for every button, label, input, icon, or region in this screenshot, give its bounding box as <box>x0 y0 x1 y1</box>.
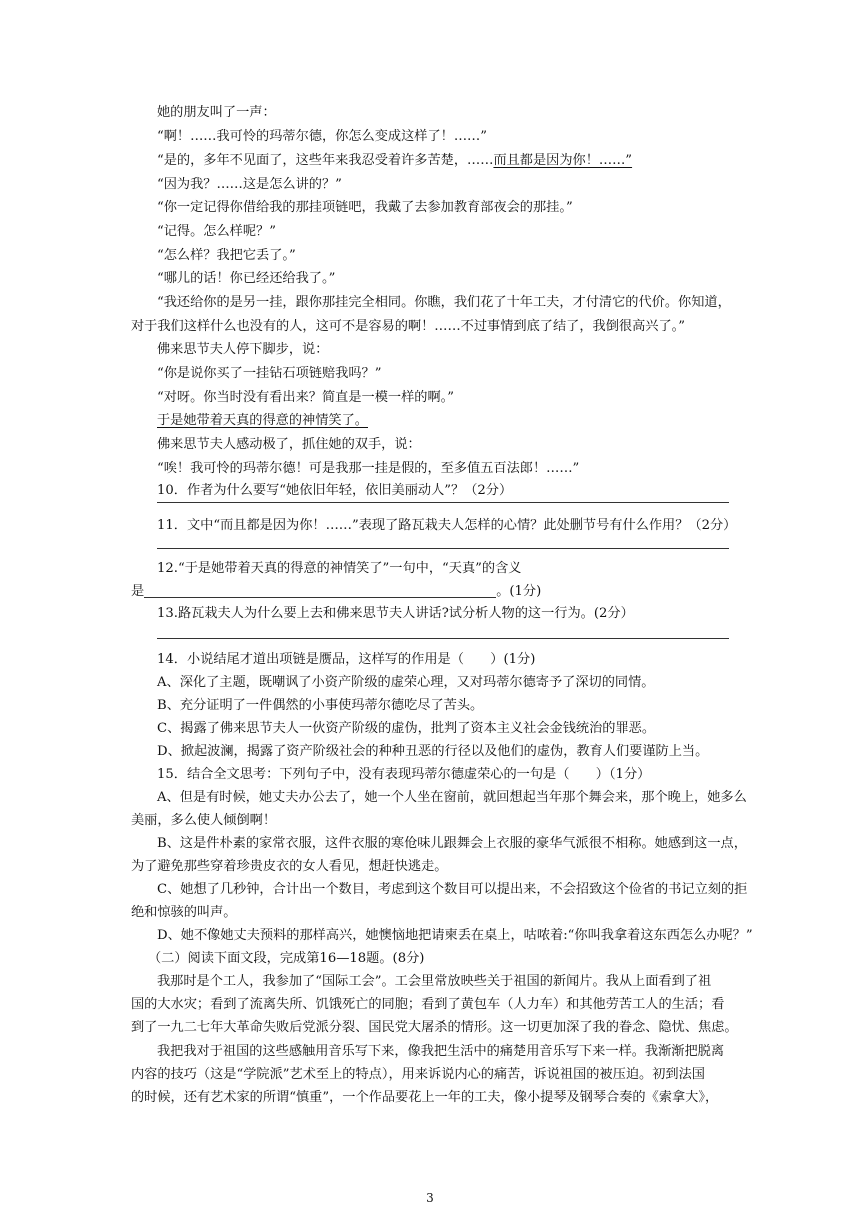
story-line: “你是说你买了一挂钻石项链赔我吗？” <box>157 366 382 381</box>
underlined-sentence: 于是她带着天真的得意的神情笑了。 <box>157 413 368 428</box>
answer-line-10[interactable] <box>157 502 729 503</box>
story-line: “你一定记得你借给我的那挂项链吧，我戴了去参加教育部夜会的那挂。” <box>157 200 573 215</box>
section-heading: （二）阅读下面文段，完成第16—18题。(8分) <box>148 951 425 966</box>
question-15: 15．结合全文思考：下列句子中，没有表现玛蒂尔德虚荣心的一句是（ ）（1分） <box>157 767 651 782</box>
answer-blank-12[interactable] <box>144 585 496 598</box>
passage-line: 的时候，还有艺术家的所谓“慎重”，一个作品要花上一年的工夫，像小提琴及钢琴合奏的《索拿大》， <box>131 1090 719 1105</box>
option-b: B、充分证明了一件偶然的小事使玛蒂尔德吃尽了苦头。 <box>157 698 484 713</box>
question-11: 11．文中“而且都是因为你！……”表现了路瓦栽夫人怎样的心情？此处删节号有什么作用？（2分） <box>157 518 737 533</box>
option-a: A、但是有时候，她丈夫办公去了，她一个人坐在窗前，就回想起当年那个舞会来，那个晚上，她多么 <box>157 790 747 805</box>
story-line: 她的朋友叫了一声： <box>157 105 276 120</box>
option-c: C、她想了几秒钟，合计出一个数目，考虑到这个数目可以提出来，不会招致这个俭省的书记立刻的拒 <box>157 882 748 897</box>
story-line: “怎么样？我把它丢了。” <box>157 248 296 263</box>
option-a-cont: 美丽，多么使人倾倒啊！ <box>131 813 277 828</box>
page-number: 3 <box>426 1191 434 1205</box>
question-10: 10．作者为什么要写“她依旧年轻，依旧美丽动人”？（2分） <box>157 483 513 498</box>
option-a: A、深化了主题，既嘲讽了小资产阶级的虚荣心理，又对玛蒂尔德寄予了深切的同情。 <box>157 675 655 690</box>
question-14: 14．小说结尾才道出项链是赝品，这样写的作用是（ ）(1分) <box>157 652 536 667</box>
question-12-answer: 是 。(1分) <box>131 584 542 599</box>
question-13: 13.路瓦栽夫人为什么要上去和佛来思节夫人讲话?试分析人物的这一行为。(2分） <box>157 606 634 621</box>
passage-line: 内容的技巧（这是“学院派”艺术至上的特点），用来诉说内心的痛苦，诉说祖国的被压迫。初到法国 <box>131 1067 705 1082</box>
passage-line: 到了一九二七年大革命失败后党派分裂、国民党大屠杀的情形。这一切更加深了我的眷念、隐忧、焦虑。 <box>131 1020 738 1035</box>
story-line: 佛来思节夫人感动极了，抓住她的双手，说： <box>157 437 421 452</box>
option-b-cont: 为了避免那些穿着珍贵皮衣的女人看见，想赶快逃走。 <box>131 859 448 874</box>
story-line: “啊！……我可怜的玛蒂尔德，你怎么变成这样了！……” <box>157 129 487 144</box>
story-line: “我还给你的是另一挂，跟你那挂完全相同。你瞧，我们花了十年工夫，才付清它的代价。你知道， <box>157 295 731 310</box>
option-c-cont: 绝和惊骇的叫声。 <box>131 905 237 920</box>
passage-line: 我那时是个工人，我参加了“国际工会”。工会里常放映些关于祖国的新闻片。我从上面看到了祖 <box>157 974 712 989</box>
story-line: 对于我们这样什么也没有的人，这可不是容易的啊！……不过事情到底了结了，我倒很高兴了。” <box>131 319 686 334</box>
underlined-phrase: 而且都是因为你！……” <box>493 153 633 168</box>
answer-line-11[interactable] <box>157 548 729 549</box>
story-line: “记得。怎么样呢？” <box>157 224 276 239</box>
story-line: “哪儿的话！你已经还给我了。” <box>157 271 336 286</box>
answer-line-13[interactable] <box>157 638 729 639</box>
passage-line: 我把我对于祖国的这些感触用音乐写下来，像我把生活中的痛楚用音乐写下来一样。我渐渐把脱离 <box>157 1044 725 1059</box>
story-line: “对呀。你当时没有看出来？简直是一模一样的啊。” <box>157 390 455 405</box>
option-c: C、揭露了佛来思节夫人一伙资产阶级的虚伪，批判了资本主义社会金钱统治的罪恶。 <box>157 721 656 736</box>
question-12: 12.“于是她带着天真的得意的神情笑了”一句中，“天真”的含义 <box>157 561 522 576</box>
option-d: D、她不像她丈夫预料的那样高兴，她懊恼地把请柬丢在桌上，咕哝着:“你叫我拿着这东西怎么办呢？” <box>157 928 753 943</box>
option-d: D、掀起波澜，揭露了资产阶级社会的种种丑恶的行径以及他们的虚伪，教育人们要谨防上当。 <box>157 744 709 759</box>
story-line: “因为我？……这是怎么讲的？” <box>157 177 342 192</box>
story-line: “唉！我可怜的玛蒂尔德！可是我那一挂是假的，至多值五百法郎！……” <box>157 461 580 476</box>
story-line: 佛来思节夫人停下脚步，说： <box>157 342 329 357</box>
passage-line: 国的大水灾；看到了流离失所、饥饿死亡的同胞；看到了黄包车（人力车）和其他劳苦工人的生活；看 <box>131 997 725 1012</box>
story-line: “是的，多年不见面了，这些年来我忍受着许多苦楚，……而且都是因为你！……” <box>157 153 633 168</box>
option-b: B、这是件朴素的家常衣服，这件衣服的寒伧味儿跟舞会上衣服的豪华气派很不相称。她感到这一点， <box>157 836 747 851</box>
